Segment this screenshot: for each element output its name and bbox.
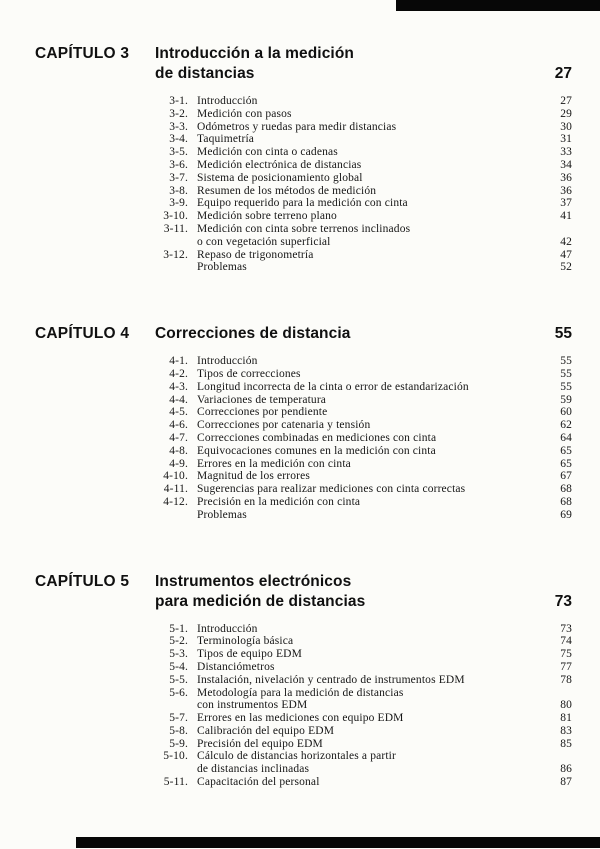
toc-entry [153,445,572,458]
entry-page-number: 55 [560,380,572,393]
entry-title [197,674,548,687]
entry-number: 5-7. [169,712,188,725]
entry-title [197,661,548,674]
toc-entry [153,687,572,713]
entry-title-line: Medición electrónica de distancias [197,158,362,171]
entry-page-number: 65 [560,444,572,457]
entry-number: 4-10. [163,470,188,483]
entry-page-number: 37 [560,197,572,210]
toc-entry [153,750,572,776]
entry-page-number: 86 [560,763,572,776]
entry-title [197,210,548,223]
entry-title-line: Correcciones combinadas en mediciones con cinta [197,431,437,444]
entry-title [197,509,548,522]
entry-title [197,223,548,249]
entry-page-number: 31 [560,133,572,146]
entry-title-line: Precisión del equipo EDM [197,737,323,750]
entry-number: 3-4. [169,133,188,146]
entry-title [197,95,548,108]
entry-page-number: 77 [560,660,572,673]
entry-title-line: con instrumentos EDM [197,699,308,712]
entry-number: 5-8. [169,724,188,737]
entry-page-number: 74 [560,635,572,648]
entry-title-line: Correcciones por pendiente [197,406,328,419]
chapter-title-line: Introducción a la medición [155,45,354,62]
entry-number [153,261,197,274]
entry-number: 3-7. [169,171,188,184]
entry-title [197,108,548,121]
toc-entry [153,509,572,522]
entry-page-number: 83 [560,724,572,737]
entry-title [197,146,548,159]
entry-list [153,355,572,521]
toc-entry [153,159,572,172]
entry-number: 3-2. [169,107,188,120]
entry-title-line: o con vegetación superficial [197,235,331,248]
toc-entry [153,133,572,146]
entry-page-number: 81 [560,712,572,725]
entry-number: 5-10. [163,750,188,763]
entry-number: 4-8. [169,444,188,457]
entry-number: 5-2. [169,635,188,648]
toc-entry [153,185,572,198]
entry-title-line: Calibración del equipo EDM [197,724,335,737]
toc-entry [153,261,572,274]
entry-page-number: 67 [560,470,572,483]
entry-title [197,712,548,725]
toc-entry [153,470,572,483]
chapter-page-number: 27 [554,65,572,82]
entry-number: 5-1. [169,622,188,635]
entry-number: 4-5. [169,406,188,419]
toc-entry [153,674,572,687]
chapter-page-number: 73 [554,592,572,610]
entry-page-number: 78 [560,673,572,686]
entry-title [197,635,548,648]
entry-title-line: Longitud incorrecta de la cinta o error de estandarización [197,380,469,393]
scan-artifact-bottom-bar [76,837,600,848]
entry-title [197,623,548,636]
entry-page-number: 65 [560,457,572,470]
entry-number: 5-3. [169,648,188,661]
entry-number: 5-4. [169,660,188,673]
chapter-title [155,572,546,612]
entry-number: 3-6. [169,158,188,171]
entry-page-number: 59 [560,393,572,406]
toc-entry [153,146,572,159]
toc-entry [153,355,572,368]
entry-title-line: Tipos de equipo EDM [197,648,302,661]
toc-entry [153,223,572,249]
toc-entry [153,738,572,751]
entry-page-number: 36 [560,184,572,197]
entry-title-line: Repaso de trigonometría [197,248,314,261]
chapter-label: CAPÍTULO 3 [35,45,130,62]
entry-title [197,725,548,738]
entry-title-line: Equipo requerido para la medición con cinta [197,197,408,210]
entry-title-line: Introducción [197,622,258,635]
chapter-title [155,44,546,84]
entry-page-number: 68 [560,483,572,496]
entry-page-number: 52 [560,261,572,274]
entry-title-line: Medición sobre terreno plano [197,210,337,223]
entry-title [197,458,548,471]
entry-title-line: Errores en las mediciones con equipo EDM [197,712,404,725]
toc-entry [153,249,572,262]
toc-entry [153,368,572,381]
entry-page-number: 30 [560,120,572,133]
entry-title [197,159,548,172]
entry-title-line: Problemas [197,508,247,521]
entry-page-number: 80 [560,699,572,712]
entry-number: 3-9. [169,197,188,210]
entry-number: 3-10. [163,210,188,223]
entry-title-line: Variaciones de temperatura [197,393,327,406]
entry-title [197,432,548,445]
chapter-header [35,572,572,612]
entry-number: 3-3. [169,120,188,133]
toc-entry [153,95,572,108]
entry-page-number: 62 [560,419,572,432]
entry-number: 5-11. [163,776,188,789]
toc-entry [153,496,572,509]
entry-number [153,509,197,522]
entry-title-line: Problemas [197,261,247,274]
entry-title [197,355,548,368]
entry-title-line: Capacitación del personal [197,776,320,789]
chapter-title-line: de distancias [155,65,255,82]
toc-entry [153,776,572,789]
entry-page-number: 29 [560,107,572,120]
entry-list [153,623,572,789]
entry-page-number: 42 [560,235,572,248]
entry-title [197,445,548,458]
entry-title-line: Cálculo de distancias horizontales a partir [197,750,397,763]
entry-title-line: Distanciómetros [197,660,275,673]
entry-number: 4-7. [169,431,188,444]
entry-page-number: 75 [560,648,572,661]
toc-entry [153,725,572,738]
entry-page-number: 55 [560,355,572,368]
entry-page-number: 60 [560,406,572,419]
entry-number: 4-4. [169,393,188,406]
entry-title [197,381,548,394]
toc-entry [153,661,572,674]
entry-number: 3-5. [169,146,188,159]
toc-entry [153,108,572,121]
entry-page-number: 33 [560,146,572,159]
entry-page-number: 64 [560,431,572,444]
entry-title [197,368,548,381]
entry-title [197,121,548,134]
entry-title [197,394,548,407]
entry-number: 4-2. [169,367,188,380]
entry-title-line: Terminología básica [197,635,294,648]
chapter-title-line: para medición de distancias [155,592,366,610]
toc-entry [153,712,572,725]
entry-list [153,95,572,274]
entry-page-number: 87 [560,776,572,789]
toc-entry [153,406,572,419]
entry-title-line: Resumen de los métodos de medición [197,184,377,197]
chapter-page-number: 55 [554,325,572,343]
entry-title [197,483,548,496]
entry-title-line: Precisión en la medición con cinta [197,495,361,508]
toc [35,44,572,789]
entry-page-number: 47 [560,248,572,261]
entry-page-number: 41 [560,210,572,223]
entry-title [197,687,548,713]
entry-number: 4-6. [169,419,188,432]
entry-title-line: Equivocaciones comunes en la medición con cinta [197,444,436,457]
toc-entry [153,121,572,134]
entry-title [197,249,548,262]
entry-page-number: 85 [560,737,572,750]
entry-title [197,496,548,509]
chapter-title-line: Correcciones de distancia [155,325,351,343]
entry-number: 3-11. [163,222,188,235]
entry-number: 3-8. [169,184,188,197]
chapter-label: CAPÍTULO 5 [35,572,130,590]
entry-title-line: Magnitud de los errores [197,470,310,483]
entry-title-line: Taquimetría [197,133,255,146]
scan-artifact-top-bar [396,0,600,11]
chapter-header [35,324,572,344]
entry-number: 4-9. [169,457,188,470]
entry-number: 4-11. [163,483,188,496]
chapter-title [155,324,546,344]
toc-entry [153,483,572,496]
entry-title-line: Errores en la medición con cinta [197,457,351,470]
toc-entry [153,197,572,210]
entry-title [197,261,548,274]
entry-number: 3-12. [163,248,188,261]
toc-entry [153,648,572,661]
entry-title-line: de distancias inclinadas [197,763,310,776]
entry-title [197,197,548,210]
entry-title [197,776,548,789]
chapter-header [35,44,572,84]
entry-page-number: 34 [560,158,572,171]
toc-entry [153,210,572,223]
entry-title-line: Tipos de correcciones [197,367,301,380]
entry-page-number: 36 [560,171,572,184]
toc-entry [153,394,572,407]
entry-number: 3-1. [169,95,188,107]
entry-number: 4-1. [169,355,188,368]
entry-title-line: Correcciones por catenaria y tensión [197,419,371,432]
entry-number: 4-3. [169,380,188,393]
entry-title-line: Sistema de posicionamiento global [197,171,363,184]
entry-title-line: Odómetros y ruedas para medir distancias [197,120,397,133]
entry-page-number: 55 [560,367,572,380]
toc-entry [153,419,572,432]
chapter-title-line: Instrumentos electrónicos [155,572,352,590]
entry-title [197,172,548,185]
chapter-section [35,44,572,274]
entry-title [197,648,548,661]
toc-entry [153,381,572,394]
entry-page-number: 27 [560,95,572,107]
entry-page-number: 68 [560,495,572,508]
toc-entry [153,172,572,185]
entry-page-number: 73 [560,622,572,635]
entry-title [197,185,548,198]
entry-title [197,419,548,432]
entry-title-line: Medición con cinta o cadenas [197,146,338,159]
chapter-section [35,324,572,521]
entry-title [197,738,548,751]
entry-title-line: Medición con cinta sobre terrenos inclinados [197,222,411,235]
entry-title [197,133,548,146]
toc-entry [153,458,572,471]
entry-title [197,406,548,419]
chapter-section [35,572,572,789]
entry-title-line: Sugerencias para realizar mediciones con cinta correctas [197,483,466,496]
entry-title-line: Medición con pasos [197,107,292,120]
toc-entry [153,432,572,445]
entry-number: 5-9. [169,737,188,750]
entry-title-line: Metodología para la medición de distancias [197,686,404,699]
entry-number: 5-5. [169,673,188,686]
chapter-label: CAPÍTULO 4 [35,325,130,343]
entry-title [197,750,548,776]
entry-title-line: Instalación, nivelación y centrado de instrumentos EDM [197,673,465,686]
entry-title-line: Introducción [197,355,258,368]
entry-title-line: Introducción [197,95,258,107]
toc-entry [153,635,572,648]
entry-number: 5-6. [169,686,188,699]
toc-entry [153,623,572,636]
entry-page-number: 69 [560,508,572,521]
entry-title [197,470,548,483]
entry-number: 4-12. [163,495,188,508]
